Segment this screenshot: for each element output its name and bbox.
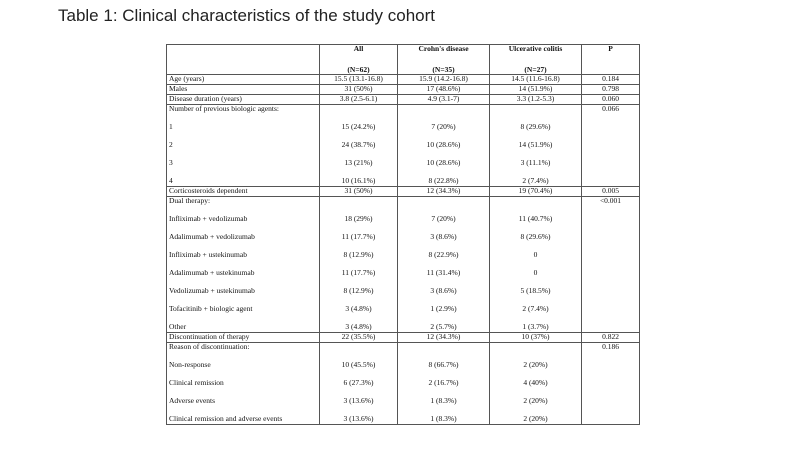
- cell-all: 11 (17.7%): [341, 268, 376, 278]
- header-all-n: (N=62): [347, 64, 370, 74]
- row-group-previous-biologics: [167, 105, 640, 187]
- cell-crohns: 10 (28.6%): [426, 158, 461, 168]
- group-item-label: Adalimumab + vedolizumab: [169, 232, 255, 242]
- cell-uc: 5 (18.5%): [520, 286, 551, 296]
- header-crohns-n: (N=35): [432, 64, 455, 74]
- group-title: Dual therapy:: [169, 196, 211, 206]
- header-p: [582, 45, 640, 75]
- cell-p: 0.060: [582, 95, 640, 105]
- cell-all: 11 (17.7%): [341, 232, 376, 242]
- row-discontinuation: [167, 333, 640, 343]
- group-item-label: Adverse events: [169, 396, 216, 406]
- cell-crohns: 12 (34.3%): [398, 187, 490, 197]
- cell-all: 8 (12.9%): [343, 250, 374, 260]
- cell-uc: 1 (3.7%): [522, 322, 549, 332]
- group-item-label: Clinical remission and adverse events: [169, 414, 283, 424]
- header-all-label: All: [353, 44, 364, 53]
- cell-crohns: 17 (48.6%): [398, 85, 490, 95]
- group-all-values: [320, 343, 398, 425]
- cell-all: 15 (24.2%): [341, 122, 376, 132]
- header-p-label: P: [608, 44, 613, 53]
- cell-uc: 0: [533, 250, 538, 260]
- cell-p: 0.822: [582, 333, 640, 343]
- cell-uc: 14.5 (11.6-16.8): [490, 75, 582, 85]
- cell-all: 22 (35.5%): [320, 333, 398, 343]
- cell-crohns: 12 (34.3%): [398, 333, 490, 343]
- group-item-label: Vedolizumab + ustekinumab: [169, 286, 255, 296]
- header-all: [320, 45, 398, 75]
- cell-uc: 0: [533, 268, 538, 278]
- row-label: Corticosteroids dependent: [167, 187, 320, 197]
- row-group-dual-therapy: [167, 197, 640, 333]
- group-item-label: Clinical remission: [169, 378, 224, 388]
- cell-crohns: 2 (16.7%): [428, 378, 459, 388]
- cell-uc: 3.3 (1.2-5.3): [490, 95, 582, 105]
- row-label: Disease duration (years): [167, 95, 320, 105]
- cell-uc: 2 (20%): [523, 396, 548, 406]
- cell-all: 6 (27.3%): [343, 378, 374, 388]
- group-title: Reason of discontinuation:: [169, 342, 250, 352]
- group-item-label: Adalimumab + ustekinumab: [169, 268, 255, 278]
- row-males: [167, 85, 640, 95]
- cell-crohns: 4.9 (3.1-7): [398, 95, 490, 105]
- cell-uc: 8 (29.6%): [520, 232, 551, 242]
- cell-crohns: 10 (28.6%): [426, 140, 461, 150]
- group-uc-values: [490, 197, 582, 333]
- cell-uc: 19 (70.4%): [490, 187, 582, 197]
- cell-uc: 10 (37%): [490, 333, 582, 343]
- cell-crohns: 1 (8.3%): [430, 396, 457, 406]
- row-label: Age (years): [167, 75, 320, 85]
- header-crohns-label: Crohn's disease: [418, 44, 469, 53]
- cell-all: 3 (13.6%): [343, 414, 374, 424]
- cell-p: 0.066: [582, 105, 640, 187]
- cell-all: 3.8 (2.5-6.1): [320, 95, 398, 105]
- cell-crohns: 3 (8.6%): [430, 286, 457, 296]
- cell-all: 10 (16.1%): [341, 176, 376, 186]
- cell-crohns: 2 (5.7%): [430, 322, 457, 332]
- cell-all: 10 (45.5%): [341, 360, 376, 370]
- group-all-values: [320, 197, 398, 333]
- group-item-label: 3: [169, 158, 173, 168]
- header-label-column: [167, 45, 320, 75]
- cell-p: <0.001: [582, 197, 640, 333]
- clinical-characteristics-table: [166, 44, 640, 425]
- cell-uc: 2 (7.4%): [522, 304, 549, 314]
- cell-all: 13 (21%): [344, 158, 373, 168]
- row-duration: [167, 95, 640, 105]
- group-labels: [167, 197, 320, 333]
- group-item-label: 1: [169, 122, 173, 132]
- cell-all: 3 (4.8%): [345, 322, 372, 332]
- header-uc: [490, 45, 582, 75]
- cell-p: 0.798: [582, 85, 640, 95]
- group-item-label: Tofacitinib + biologic agent: [169, 304, 253, 314]
- cell-crohns: 3 (8.6%): [430, 232, 457, 242]
- cell-all: 31 (50%): [320, 85, 398, 95]
- cell-uc: 14 (51.9%): [490, 85, 582, 95]
- row-label: Discontinuation of therapy: [167, 333, 320, 343]
- cell-uc: 8 (29.6%): [520, 122, 551, 132]
- cell-all: 24 (38.7%): [341, 140, 376, 150]
- cell-uc: 2 (7.4%): [522, 176, 549, 186]
- group-item-label: Other: [169, 322, 187, 332]
- row-age: [167, 75, 640, 85]
- row-group-reason-discontinuation: [167, 343, 640, 425]
- group-uc-values: [490, 343, 582, 425]
- group-all-values: [320, 105, 398, 187]
- group-item-label: 4: [169, 176, 173, 186]
- header-uc-n: (N=27): [524, 64, 547, 74]
- cell-p: 0.186: [582, 343, 640, 425]
- cell-crohns: 7 (20%): [431, 122, 456, 132]
- group-title: Number of previous biologic agents:: [169, 104, 279, 114]
- cell-crohns: 15.9 (14.2-16.8): [398, 75, 490, 85]
- cell-crohns: 1 (2.9%): [430, 304, 457, 314]
- cell-all: 3 (4.8%): [345, 304, 372, 314]
- slide-title: Table 1: Clinical characteristics of the study cohort: [58, 6, 436, 25]
- header-uc-label: Ulcerative colitis: [508, 44, 563, 53]
- table-header-row: [167, 45, 640, 75]
- group-uc-values: [490, 105, 582, 187]
- cell-p: 0.005: [582, 187, 640, 197]
- cell-all: 3 (13.6%): [343, 396, 374, 406]
- group-item-label: Infliximab + vedolizumab: [169, 214, 248, 224]
- cell-all: 31 (50%): [320, 187, 398, 197]
- group-crohns-values: [398, 105, 490, 187]
- cell-uc: 4 (40%): [523, 378, 548, 388]
- cell-crohns: 8 (22.9%): [428, 250, 459, 260]
- cell-crohns: 1 (8.3%): [430, 414, 457, 424]
- cell-uc: 2 (20%): [523, 414, 548, 424]
- cell-all: 15.5 (13.1-16.8): [320, 75, 398, 85]
- cell-crohns: 8 (22.8%): [428, 176, 459, 186]
- cell-uc: 14 (51.9%): [518, 140, 553, 150]
- cell-all: 18 (29%): [344, 214, 373, 224]
- header-crohns: [398, 45, 490, 75]
- group-crohns-values: [398, 343, 490, 425]
- cell-uc: 3 (11.1%): [520, 158, 551, 168]
- group-item-label: 2: [169, 140, 173, 150]
- cell-crohns: 8 (66.7%): [428, 360, 459, 370]
- row-steroids: [167, 187, 640, 197]
- group-crohns-values: [398, 197, 490, 333]
- group-item-label: Non-response: [169, 360, 211, 370]
- cell-uc: 2 (20%): [523, 360, 548, 370]
- group-item-label: Infliximab + ustekinumab: [169, 250, 247, 260]
- row-label: Males: [167, 85, 320, 95]
- cell-crohns: 11 (31.4%): [426, 268, 461, 278]
- cell-crohns: 7 (20%): [431, 214, 456, 224]
- cell-p: 0.184: [582, 75, 640, 85]
- group-labels: [167, 343, 320, 425]
- group-labels: [167, 105, 320, 187]
- cell-all: 8 (12.9%): [343, 286, 374, 296]
- cell-uc: 11 (40.7%): [518, 214, 553, 224]
